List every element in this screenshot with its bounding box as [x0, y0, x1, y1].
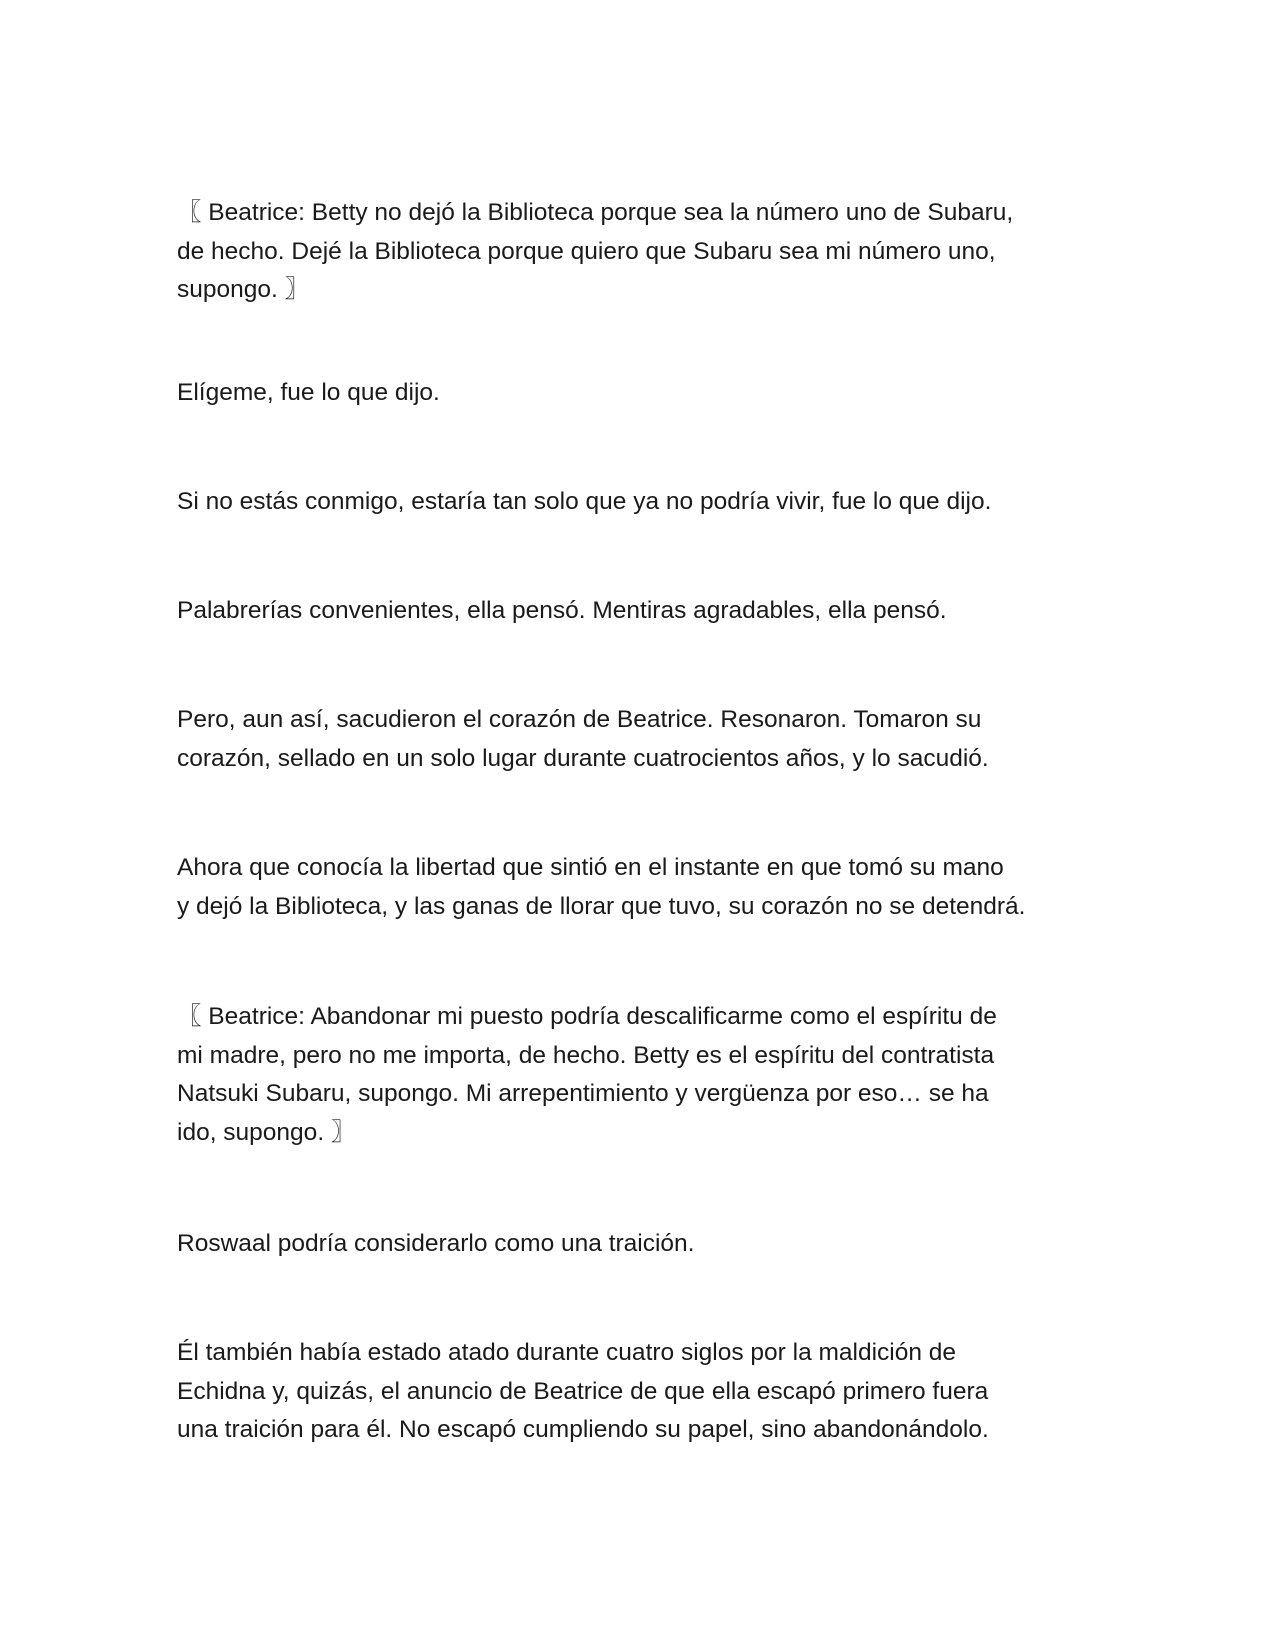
paragraph-si-no-estas	[177, 483, 1117, 522]
text-line: Si no estás conmigo, estaría tan solo que ya no podría vivir, fue lo que dijo.	[177, 488, 992, 515]
text-line: Roswaal podría considerarlo como una traición.	[177, 1230, 695, 1257]
paragraph-beatrice-quote-1	[177, 194, 1117, 310]
paragraph-pero-aun-asi	[177, 701, 1117, 778]
text-line: de hecho. Dejé la Biblioteca porque quiero que Subaru sea mi número uno,	[177, 237, 996, 265]
text-line: Elígeme, fue lo que dijo.	[177, 379, 440, 406]
text-line: una traición para él. No escapó cumpliendo su papel, sino abandonándolo.	[177, 1416, 989, 1443]
text-line: 〖 Beatrice: Betty no dejó la Biblioteca porque sea la número uno de Subaru,	[177, 199, 1014, 226]
text-line: Él también había estado atado durante cuatro siglos por la maldición de	[177, 1339, 957, 1366]
text-line: mi madre, pero no me importa, de hecho. Betty es el espíritu del contratista	[177, 1041, 995, 1069]
text-line: y dejó la Biblioteca, y las ganas de llorar que tuvo, su corazón no se detendrá.	[177, 892, 1026, 920]
text-line: Ahora que conocía la libertad que sintió en el instante en que tomó su mano	[177, 854, 1004, 881]
text-line: ido, supongo. 〗	[177, 1118, 356, 1146]
paragraph-palabrerias	[177, 592, 1117, 631]
text-line: supongo. 〗	[177, 276, 310, 303]
text-line: Palabrerías convenientes, ella pensó. Mentiras agradables, ella pensó.	[177, 597, 947, 624]
text-line: Echidna y, quizás, el anuncio de Beatrice de que ella escapó primero fuera	[177, 1377, 989, 1405]
paragraph-el-tambien	[177, 1334, 1117, 1450]
paragraph-ahora-que	[177, 849, 1117, 926]
paragraph-roswaal	[177, 1225, 1117, 1264]
text-line: Natsuki Subaru, supongo. Mi arrepentimiento y vergüenza por eso… se ha	[177, 1080, 989, 1107]
paragraph-eligeme	[177, 374, 1117, 413]
text-line: Pero, aun así, sacudieron el corazón de Beatrice. Resonaron. Tomaron su	[177, 706, 982, 733]
paragraph-beatrice-quote-2	[177, 998, 1117, 1152]
text-line: corazón, sellado en un solo lugar durante cuatrocientos años, y lo sacudió.	[177, 744, 989, 772]
text-line: 〖 Beatrice: Abandonar mi puesto podría descalificarme como el espíritu de	[177, 1003, 997, 1030]
